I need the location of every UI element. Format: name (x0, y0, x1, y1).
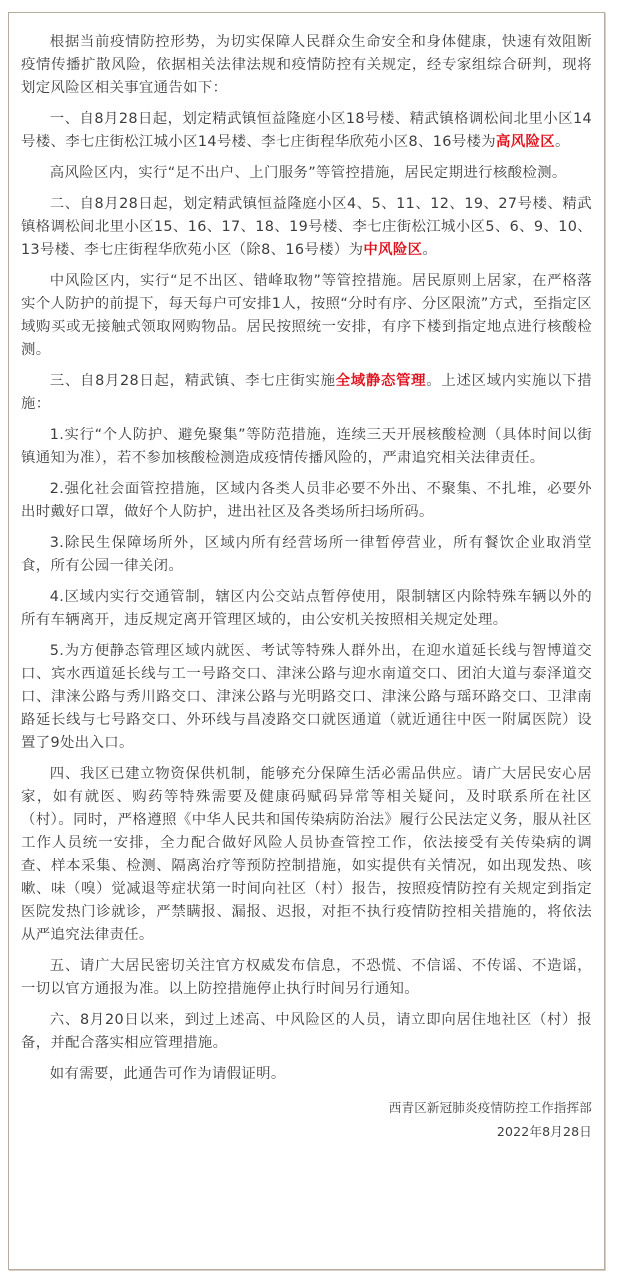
measure-2: 2.强化社会面管控措施，区域内各类人员非必要不外出、不聚集、不扎堆，必要外出时戴好口罩，做好个人防护，进出社区及各类场所扫场所码。 (21, 481, 592, 520)
section-1-paragraph (21, 108, 592, 154)
measure-3: 3.除民生保障场所外，区域内所有经营场所一律暂停营业，所有餐饮企业取消堂食，所有公园一律关闭。 (21, 535, 592, 574)
section-1-end: 。 (554, 134, 570, 150)
section-1-detail: 高风险区内，实行“足不出户、上门服务”等管控措施，居民定期进行核酸检测。 (49, 165, 567, 181)
medium-risk-highlight: 中风险区 (363, 242, 423, 258)
measure-5: 5.为方便静态管理区域内就医、考试等特殊人群外出，在迎水道延长线与智博道交口、宾水西道延长线与工一号路交口、津涞公路与迎水南道交口、团泊大道与泰泽道交口、津涞公路与秀川路交口、津涞公路与光明路交口、津涞公路与瑶环路交口、卫津南路延长线与七号路交口、外环线与昌凌路交口就医通道（就近通往中医一附属医院）设置了9处出入口。 (21, 643, 592, 751)
section-3-end: 。上述区域内实施以下措施： (21, 373, 592, 412)
section-5-paragraph: 五、请广大居民密切关注官方权威发布信息，不恐慌、不信谣、不传谣、不造谣，一切以官方通报为准。以上防控措施停止执行时间另行通知。 (21, 958, 592, 997)
section-2-detail: 中风险区内，实行“足不出区、错峰取物”等管控措施。居民原则上居家，在严格落实个人防护的前提下，每天每户可安排1人，按照“分时有序、分区限流”方式，至指定区域购买或无接触式领取网购物品。居民按照统一安排，有序下楼到指定地点进行核酸检测。 (21, 273, 592, 358)
closing-paragraph: 如有需要，此通告可作为请假证明。 (49, 1066, 286, 1082)
static-management-highlight: 全域静态管理 (335, 373, 427, 389)
measure-4: 4.区域内实行交通管制，辖区内公交站点暂停使用，限制辖区内除特殊车辆以外的所有车辆离开，违反规定离开管理区域的，由公安机关按照相关规定处理。 (21, 589, 592, 628)
issue-date: 2022年8月28日 (496, 1124, 592, 1139)
measure-1: 1.实行“个人防护、避免聚集”等防范措施，连续三天开展核酸检测（具体时间以街镇通知为准），若不参加核酸检测造成疫情传播风险的，严肃追究相关法律责任。 (21, 427, 592, 466)
section-4-paragraph: 四、我区已建立物资保供机制，能够充分保障生活必需品供应。请广大居民安心居家，如有就医、购药等特殊需要及健康码赋码异常等相关疑问，及时联系所在社区（村）。同时，严格遵照《中华人民共和国传染病防治法》履行公民法定义务，服从社区工作人员统一安排，全力配合做好风险人员协查管控工作，依法接受有关传染病的调查、样本采集、检测、隔离治疗等预防控制措施，如实提供有关情况，如出现发热、咳嗽、味（嗅）觉减退等症状第一时间向社区（村）报告，按照疫情防控有关规定到指定医院发热门诊就诊，严禁瞒报、漏报、迟报，对拒不执行疫情防控相关措施的，将依法从严追究法律责任。 (21, 766, 592, 943)
section-3-paragraph (21, 370, 592, 416)
notice-box (8, 12, 605, 1270)
section-2-paragraph (21, 193, 592, 262)
high-risk-highlight: 高风险区 (496, 134, 555, 150)
section-2-end: 。 (422, 242, 438, 258)
section-1-text: 一、自8月28日起，划定精武镇恒益隆庭小区18号楼、精武镇格调松间北里小区14号楼、李七庄街松江城小区14号楼、李七庄街程华欣苑小区8、16号楼为 (21, 111, 592, 150)
section-6-paragraph: 六、8月20日以来，到过上述高、中风险区的人员，请立即向居住地社区（村）报备，并配合落实相应管理措施。 (21, 1012, 592, 1051)
section-3-text: 三、自8月28日起，精武镇、李七庄街实施 (49, 373, 336, 389)
issuer-signature: 西青区新冠肺炎疫情防控工作指挥部 (388, 1100, 592, 1115)
section-2-text: 二、自8月28日起，划定精武镇恒益隆庭小区4、5、11、12、19、27号楼、精武镇格调松间北里小区15、16、17、18、19号楼、李七庄街松江城小区5、6、9、10、13号楼、李七庄街程华欣苑小区（除8、16号楼）为 (21, 196, 592, 258)
intro-paragraph: 根据当前疫情防控形势，为切实保障人民群众生命安全和身体健康，快速有效阻断疫情传播扩散风险，依据相关法律法规和疫情防控有关规定，经专家组综合研判，现将划定风险区相关事宜通告如下： (21, 34, 592, 96)
